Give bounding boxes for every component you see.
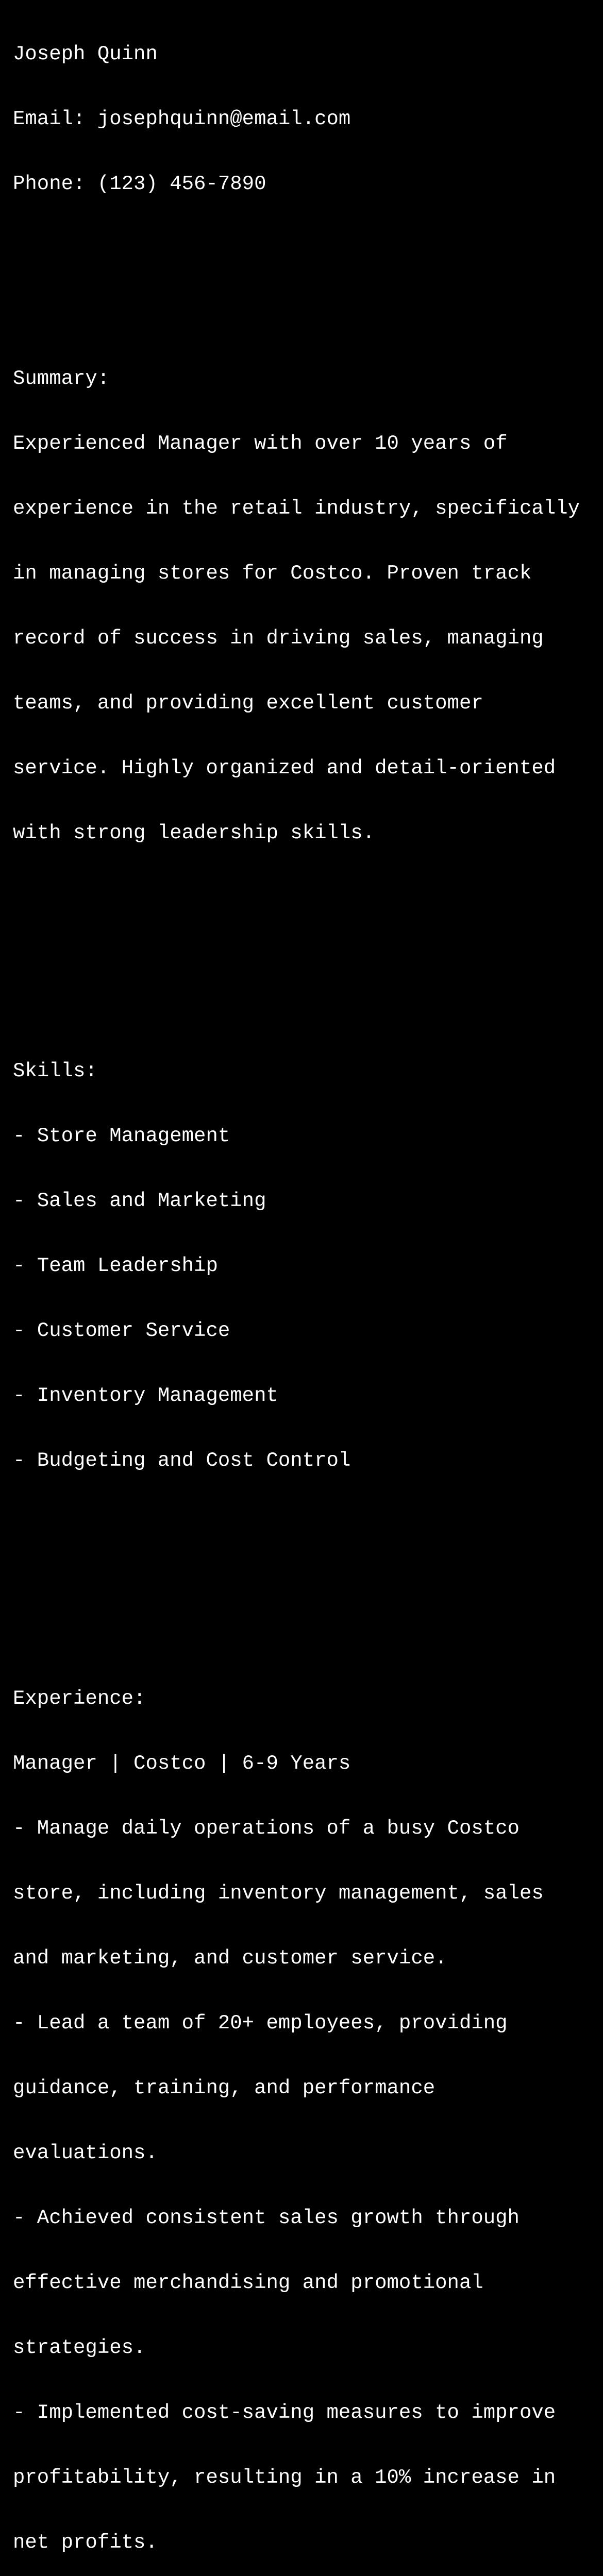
summary-line: teams, and providing excellent customer [13, 692, 483, 715]
experience-line: evaluations. [13, 2142, 158, 2164]
email-line: Email: josephquinn@email.com [13, 108, 351, 130]
summary-heading: Summary: [13, 367, 110, 390]
experience-line: - Achieved consistent sales growth through [13, 2207, 520, 2229]
summary-line: in managing stores for Costco. Proven track [13, 562, 532, 585]
experience-line: store, including inventory management, sales [13, 1882, 544, 1905]
experience-line: profitability, resulting in a 10% increase in [13, 2466, 556, 2489]
skill-item: - Team Leadership [13, 1255, 218, 1277]
skill-item: - Customer Service [13, 1319, 230, 1342]
skill-item: - Budgeting and Cost Control [13, 1449, 351, 1472]
experience-line: and marketing, and customer service. [13, 1947, 447, 1970]
experience-section [13, 1645, 580, 2576]
summary-section [13, 325, 580, 887]
summary-line: experience in the retail industry, specifically [13, 497, 580, 520]
job-title-line: Manager | Costco | 6-9 Years [13, 1752, 351, 1775]
candidate-name: Joseph Quinn [13, 43, 158, 65]
resume-document [13, 0, 580, 2576]
experience-line: - Manage daily operations of a busy Costco [13, 1817, 520, 1840]
experience-line: - Implemented cost-saving measures to improve [13, 2401, 556, 2424]
experience-line: - Lead a team of 20+ employees, providing [13, 2012, 508, 2035]
experience-line: guidance, training, and performance [13, 2077, 435, 2099]
experience-line: strategies. [13, 2336, 146, 2359]
skills-heading: Skills: [13, 1060, 97, 1082]
skill-item: - Sales and Marketing [13, 1190, 266, 1212]
spacer [13, 238, 580, 260]
spacer [13, 930, 580, 952]
spacer [13, 1558, 580, 1580]
skill-item: - Inventory Management [13, 1384, 278, 1407]
experience-line: net profits. [13, 2531, 158, 2554]
skill-item: - Store Management [13, 1125, 230, 1147]
summary-line: with strong leadership skills. [13, 822, 375, 844]
phone-line: Phone: (123) 456-7890 [13, 173, 266, 195]
summary-line: Experienced Manager with over 10 years of [13, 432, 508, 455]
summary-line: service. Highly organized and detail-oriented [13, 757, 556, 779]
summary-line: record of success in driving sales, managing [13, 627, 544, 650]
experience-heading: Experience: [13, 1687, 146, 1710]
skills-section [13, 1017, 580, 1515]
experience-line: effective merchandising and promotional [13, 2272, 483, 2294]
